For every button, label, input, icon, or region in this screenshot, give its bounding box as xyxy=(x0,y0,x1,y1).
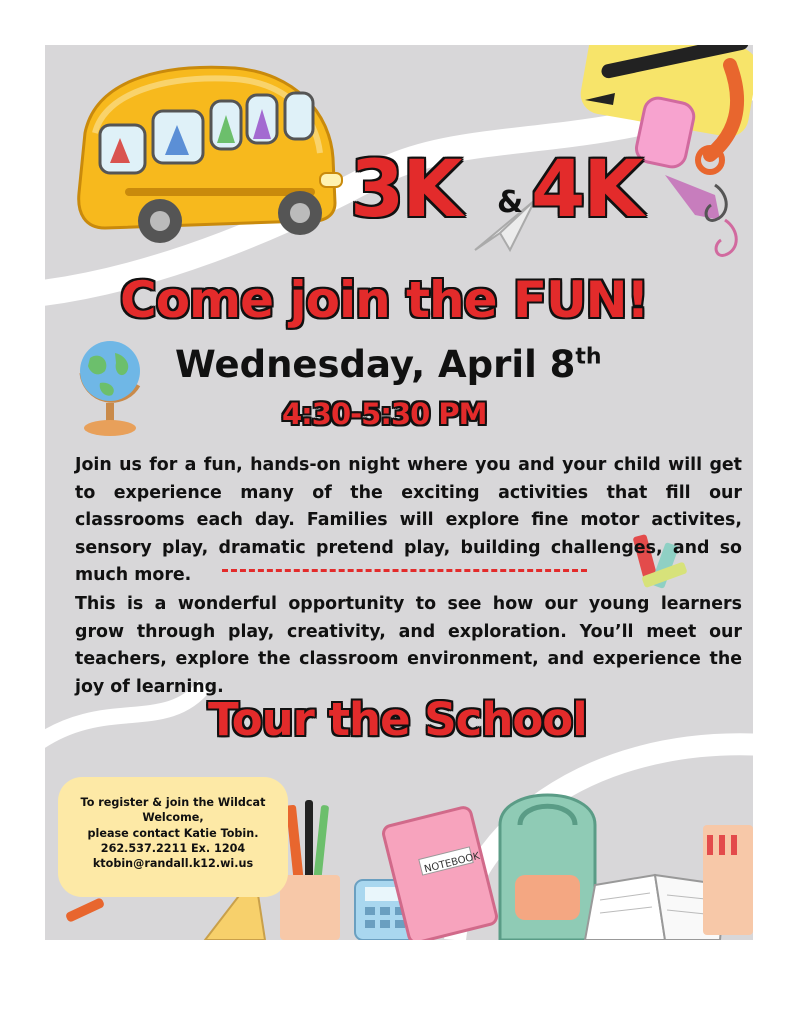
globe-illustration xyxy=(70,333,150,438)
event-date-text: Wednesday, April 8 xyxy=(175,343,576,386)
contact-line-2: Welcome, xyxy=(142,811,204,825)
title-ampersand: & xyxy=(497,185,524,220)
tour-heading: Tour the School xyxy=(208,693,587,746)
dashed-divider xyxy=(222,569,587,572)
contact-box xyxy=(58,777,288,897)
title-4k: 4K xyxy=(531,145,642,235)
contact-phone: 262.537.2211 Ex. 1204 xyxy=(100,841,246,855)
title-3k: 3K xyxy=(350,145,461,235)
event-date xyxy=(175,343,602,386)
notebook-label: NOTEBOOK xyxy=(423,850,481,876)
event-date-suffix: th xyxy=(575,344,602,370)
contact-line-3: please contact Katie Tobin. xyxy=(87,826,259,840)
contact-line-1: To register & join the Wildcat xyxy=(80,796,266,809)
event-time: 4:30-5:30 PM xyxy=(282,397,487,431)
contact-email: ktobin@randall.k12.wi.us xyxy=(92,857,254,871)
description-paragraph-1: Join us for a fun, hands-on night where you and your child will get to experience many of the exciting activities that fill our classrooms each day. Families will explore fine motor activites, sensory play, dramatic pretend play, building challenges, and so much more. xyxy=(75,455,742,585)
flyer xyxy=(45,45,753,940)
headline: Come join the FUN! xyxy=(120,271,649,329)
school-bus-illustration xyxy=(65,53,355,253)
description-paragraph-2: This is a wonderful opportunity to see how our young learners grow through play, creativity, and exploration. You’ll meet our teachers, explore the classroom environment, and experience the joy of learning. xyxy=(75,594,742,697)
